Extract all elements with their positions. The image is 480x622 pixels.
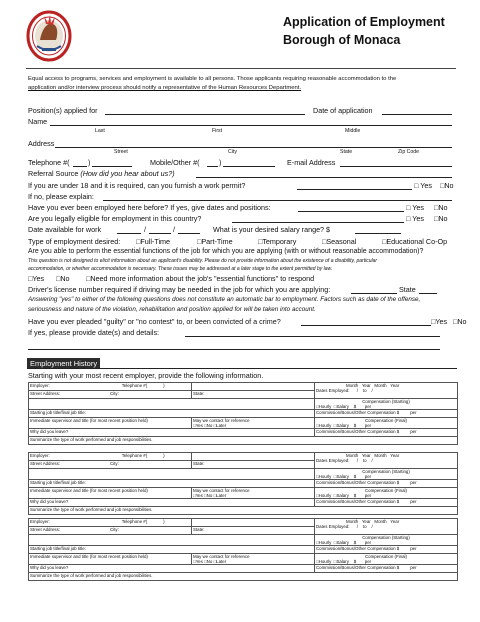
employer-blank [192,383,315,391]
dates-employed-cell[interactable]: Month Year Month Year Dates Employed: / to / [315,453,458,469]
email-label: E-mail Address [287,158,336,167]
part-time-checkbox[interactable]: □Part-Time [197,237,233,246]
address-street-caption: Street [114,149,128,155]
employer-cell[interactable]: Employer: Telephone #( ) [29,453,192,461]
street-address-cell[interactable]: Street Address: City: [29,461,192,469]
why-leave-cell[interactable]: Why did you leave? [29,565,315,573]
dates-employed-cell[interactable]: Month Year Month Year Dates Employed: / to / [315,519,458,535]
name-first-caption: First [212,128,223,134]
essential-yes-checkbox[interactable]: □Yes [28,274,45,283]
name-field[interactable] [50,125,452,126]
work-permit-yes-checkbox[interactable]: □ Yes [414,181,432,190]
license-state-field[interactable] [419,293,437,294]
header-divider [26,68,456,69]
state-cell[interactable]: State: [192,461,315,469]
employer-block-2 [28,452,458,515]
supervisor-cell[interactable]: Immediate supervisor and title (for most recent position held) [29,418,192,429]
why-leave-cell[interactable]: Why did you leave? [29,429,315,437]
position-label: Position(s) applied for [28,106,98,115]
telephone-close-paren: ) [88,158,91,167]
compensation-final-cell[interactable]: Compensation (Final) □Hourly □Salary $ per [315,488,458,499]
telephone-number-field[interactable] [92,166,132,167]
conviction-details-label: If yes, please provide date(s) and details: [28,328,160,337]
street-address-cell[interactable]: Street Address: City: [29,391,192,399]
employment-history-rule [27,368,457,369]
compensation-starting-cell[interactable]: Compensation (Starting) □Hourly □Salary $ per [315,469,458,480]
eligible-question: Are you legally eligible for employment in this country? [28,214,202,223]
desired-salary-field[interactable] [355,233,401,234]
summary-cell[interactable]: Summarize the type of work performed and job responsibilities. [29,573,458,581]
work-permit-question: If you are under 18 and it is required, can you furnish a work permit? [28,181,246,190]
name-last-caption: Last [95,128,105,134]
compensation-starting-cell[interactable]: Compensation (Starting) □Hourly □Salary $ per [315,535,458,546]
commission-starting-cell[interactable]: Commission/Bonus/Other Compensation $ per [315,546,458,554]
employment-history-heading: Employment History [27,358,100,369]
disclaimer-line-1: This question is not designed to elicit information about an applicant's disability. Please do not provide information about the existence of a disability, particular [28,258,378,264]
temporary-checkbox[interactable]: □Temporary [258,237,297,246]
if-no-explain-label: If no, please explain: [28,192,94,201]
notice-line-1: Equal access to programs, services and employment is available to all persons. Those applicants requiring reasonable accommodation to the [28,76,397,82]
answering-note-line-1: Answering "yes" to either of the following questions does not constitute an automatic bar to employment. Factors such as date of the offense, [28,296,421,303]
date-available-slash-1: / [144,225,146,234]
employed-before-yes-checkbox[interactable]: □ Yes [406,203,424,212]
commission-final-cell[interactable]: Commission/Bonus/Other Compensation $ per [315,565,458,573]
summary-cell[interactable]: Summarize the type of work performed and job responsibilities. [29,507,458,515]
supervisor-cell[interactable]: Immediate supervisor and title (for most recent position held) [29,554,192,565]
compensation-starting-cell[interactable]: Compensation (Starting) □Hourly □Salary $ per [315,399,458,410]
license-question: Driver's license number required if driving may be needed in the job for which you are applying: [28,285,331,294]
disclaimer-line-2: accommodation, or whether accommodation is necessary. These issues may be addressed at a later stage to the extent permitted by law. [28,266,333,272]
answering-note-line-2: seriousness and nature of the violation, rehabilitation and position applied for will be taken into account. [28,306,316,313]
supervisor-cell[interactable]: Immediate supervisor and title (for most recent position held) [29,488,192,499]
referral-field[interactable] [196,177,452,178]
date-available-day-field[interactable] [149,233,171,234]
work-permit-field[interactable] [297,189,412,190]
email-field[interactable] [340,166,452,167]
commission-final-cell[interactable]: Commission/Bonus/Other Compensation $ per [315,429,458,437]
state-cell[interactable]: State: [192,527,315,535]
address-state-caption: State [340,149,353,155]
job-title-cell[interactable]: Starting job title/final job title: [29,546,315,554]
conviction-field[interactable] [301,325,431,326]
employer-block-3 [28,518,458,581]
mobile-label: Mobile/Other #( [150,158,200,167]
eligible-no-checkbox[interactable]: □No [434,214,448,223]
referral-label: Referral Source (How did you hear about us?) [28,169,175,178]
employed-before-field[interactable] [298,211,404,212]
contact-reference-cell[interactable]: May we contact for reference □Yes □No □Later [192,488,315,499]
date-available-year-field[interactable] [178,233,200,234]
job-title-cell[interactable]: Starting job title/final job title: [29,410,315,418]
eligible-field[interactable] [232,222,404,223]
job-title-cell[interactable]: Starting job title/final job title: [29,480,315,488]
form-subtitle: Borough of Monaca [283,33,401,47]
address-zip-caption: Zip Code [398,149,420,155]
essential-more-info-checkbox[interactable]: □Need more information about the job's "essential functions" to respond [86,274,315,283]
essential-functions-question: Are you able to perform the essential functions of the job for which you are applying (with or without reasonable accommodation)? [28,248,424,255]
state-cell[interactable]: State: [192,391,315,399]
address-blank [29,399,315,410]
telephone-area-field[interactable] [73,166,87,167]
dates-employed-cell[interactable]: Month Year Month Year Dates Employed: / to / [315,383,458,399]
mobile-close-paren: ) [219,158,222,167]
conviction-question: Have you ever pleaded "guilty" or "no contest" to, or been convicted of a crime? [28,317,281,326]
conviction-no-checkbox[interactable]: □No [453,317,467,326]
address-field[interactable] [55,147,452,148]
street-address-cell[interactable]: Street Address: City: [29,527,192,535]
compensation-final-cell[interactable]: Compensation (Final) □Hourly □Salary $ per [315,554,458,565]
employment-type-label: Type of employment desired: [28,237,121,246]
position-field[interactable] [105,114,305,115]
contact-reference-cell[interactable]: May we contact for reference □Yes □No □Later [192,554,315,565]
address-city-caption: City [228,149,237,155]
mobile-number-field[interactable] [223,166,275,167]
desired-salary-label: What is your desired salary range? $ [213,225,331,234]
date-available-slash-2: / [173,225,175,234]
employer-blank [192,453,315,461]
employment-history-intro: Starting with your most recent employer, provide the following information. [28,371,264,380]
conviction-details-field[interactable] [185,336,440,337]
full-time-checkbox[interactable]: □Full-Time [136,237,171,246]
educational-coop-checkbox[interactable]: □Educational Co-Op [382,237,448,246]
date-of-application-label: Date of application [313,106,373,115]
mobile-area-field[interactable] [207,166,218,167]
conviction-details-field-2[interactable] [28,349,440,350]
employed-before-question: Have you ever been employed here before? If yes, give dates and positions: [28,203,271,212]
license-state-label: State [399,285,416,294]
work-permit-no-checkbox[interactable]: □No [440,181,454,190]
date-of-application-field[interactable] [382,114,452,115]
license-number-field[interactable] [351,293,397,294]
date-available-label: Date available for work [28,225,102,234]
eligible-yes-checkbox[interactable]: □ Yes [406,214,424,223]
contact-reference-cell[interactable]: May we contact for reference □Yes □No □Later [192,418,315,429]
why-leave-cell[interactable]: Why did you leave? [29,499,315,507]
address-blank [29,469,315,480]
compensation-final-cell[interactable]: Compensation (Final) □Hourly □Salary $ per [315,418,458,429]
commission-starting-cell[interactable]: Commission/Bonus/Other Compensation $ per [315,480,458,488]
telephone-label: Telephone #( [28,158,70,167]
seasonal-checkbox[interactable]: □Seasonal [322,237,357,246]
date-available-month-field[interactable] [117,233,141,234]
summary-cell[interactable]: Summarize the type of work performed and job responsibilities. [29,437,458,445]
employer-blank [192,519,315,527]
address-label: Address [28,139,55,148]
if-no-explain-field[interactable] [103,200,452,201]
form-title: Application of Employment [283,15,445,29]
notice-line-2: application and/or interview process should notify a representative of the Human Resources Department. [28,85,302,91]
employer-cell[interactable]: Employer: Telephone #( ) [29,383,192,391]
employer-block-1 [28,382,458,445]
name-label: Name [28,117,48,126]
borough-seal-logo [26,10,72,62]
name-middle-caption: Middle [345,128,361,134]
essential-no-checkbox[interactable]: □No [56,274,70,283]
employer-cell[interactable]: Employer: Telephone #( ) [29,519,192,527]
commission-final-cell[interactable]: Commission/Bonus/Other Compensation $ per [315,499,458,507]
address-blank [29,535,315,546]
employed-before-no-checkbox[interactable]: □No [434,203,448,212]
commission-starting-cell[interactable]: Commission/Bonus/Other Compensation $ per [315,410,458,418]
conviction-yes-checkbox[interactable]: □Yes [431,317,448,326]
